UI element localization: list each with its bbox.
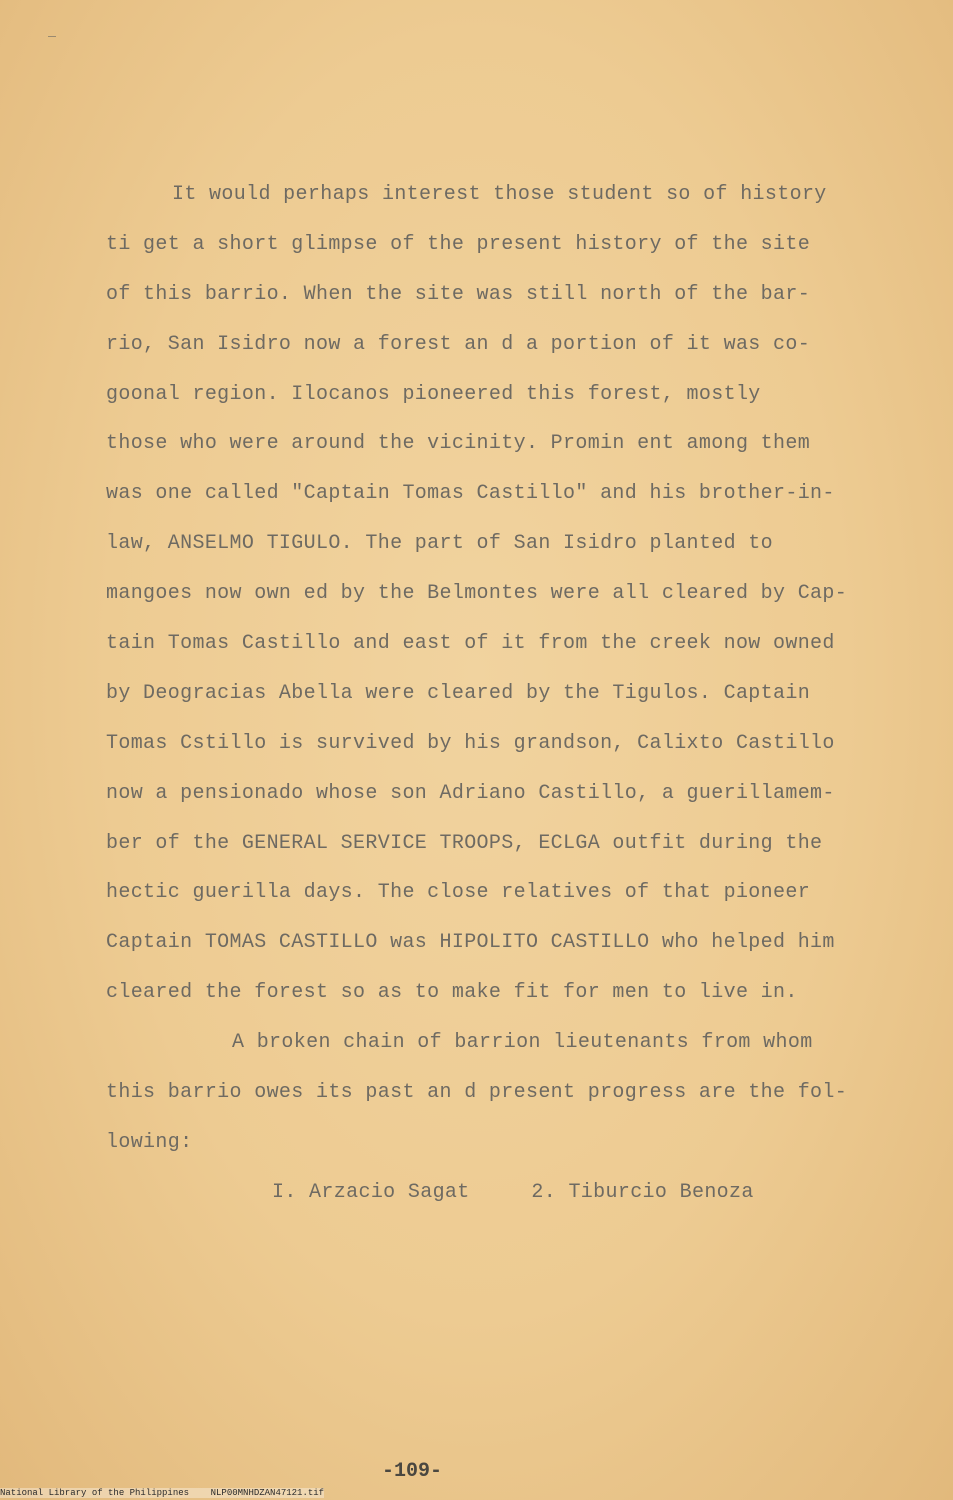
text-line: goonal region. Ilocanos pioneered this forest, mostly (106, 382, 761, 406)
lieutenant-list: I. Arzacio Sagat 2. Tiburcio Benoza (272, 1180, 754, 1204)
text-line: It would perhaps interest those student so of history (172, 183, 827, 206)
page-number: -109- (382, 1460, 443, 1483)
text-line: now a pensionado whose son Adriano Castillo, a guerillamem- (106, 781, 835, 805)
document-body (106, 170, 856, 1218)
text-line: of this barrio. When the site was still north of the bar- (106, 282, 811, 306)
text-line: A broken chain of barrion lieutenants from whom (232, 1031, 813, 1055)
text-line: cleared the forest so as to make fit for men to live in. (106, 981, 798, 1005)
text-line: Captain TOMAS CASTILLO was HIPOLITO CASTILLO who helped him (106, 931, 835, 955)
text-line: ti get a short glimpse of the present history of the site (106, 232, 811, 256)
text-line: law, ANSELMO TIGULO. The part of San Isidro planted to (106, 532, 774, 556)
text-line: lowing: (106, 1130, 193, 1154)
text-line: rio, San Isidro now a forest an d a portion of it was co- (106, 332, 811, 356)
archive-footer: National Library of the Philippines NLP00MNHDZAN47121.tif (0, 1488, 325, 1498)
text-line: those who were around the vicinity. Promin ent among them (106, 432, 811, 456)
edge-mark (48, 36, 56, 37)
text-line: by Deogracias Abella were cleared by the Tigulos. Captain (106, 681, 811, 705)
text-line: tain Tomas Castillo and east of it from the creek now owned (106, 632, 835, 656)
text-line: ber of the GENERAL SERVICE TROOPS, ECLGA outfit during the (106, 831, 823, 855)
text-line: mangoes now own ed by the Belmontes were all cleared by Cap- (106, 582, 848, 606)
text-line: Tomas Cstillo is survived by his grandson, Calixto Castillo (106, 731, 835, 755)
text-line: hectic guerilla days. The close relatives of that pioneer (106, 881, 811, 905)
text-line: was one called "Captain Tomas Castillo" and his brother-in- (106, 482, 835, 506)
text-line: this barrio owes its past an d present progress are the fol- (106, 1081, 848, 1105)
